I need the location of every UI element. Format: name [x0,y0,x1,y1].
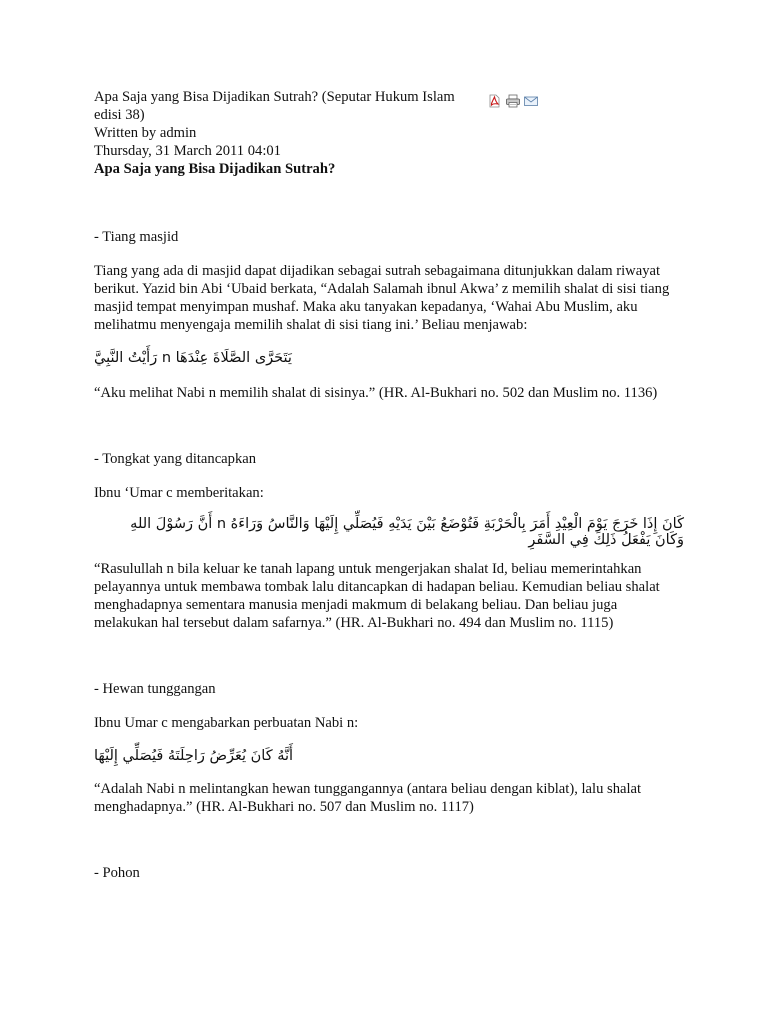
article-header [94,88,684,178]
arabic-quote-line-1: كَانَ إِذَا خَرَجَ يَوْمَ الْعِيْدِ أَمَرَ بِالْحَرْبَةِ فَتُوْضَعُ بَيْنَ يَدَيْهِ فَيُصَلِّي إِلَيْهَا وَالنَّاسُ وَرَاءَهُ n أَنَّ رَسُوْلَ اللهِ [130,516,684,532]
translation-quote: “Aku melihat Nabi n memilih shalat di sisinya.” (HR. Al-Bukhari no. 502 dan Muslim no. 1136) [94,385,658,401]
section-tiang-masjid [94,228,684,402]
article-title-line-2: edisi 38) [94,107,145,123]
arabic-quote: يَتَحَرَّى الصَّلَاةَ عِنْدَهَا n رَأَيْتُ النَّبِيَّ [94,350,292,366]
arabic-quote: أَنَّهُ كَانَ يُعَرِّضُ رَاحِلَتَهُ فَيُصَلِّي إِلَيْهَا [94,748,294,764]
section-intro: Ibnu ‘Umar c memberitakan: [94,485,264,501]
section-label: - Pohon [94,865,140,881]
article-title-line-1: Apa Saja yang Bisa Dijadikan Sutrah? (Seputar Hukum Islam [94,89,455,105]
pdf-icon[interactable] [487,94,501,108]
translation-quote: “Adalah Nabi n melintangkan hewan tunggangannya (antara beliau dengan kiblat), lalu shalat menghadapnya.” (HR. Al-Bukhari no. 507 dan Muslim no. 1117) [94,781,642,815]
document-page [94,88,684,882]
article-date: Thursday, 31 March 2011 04:01 [94,143,281,159]
translation-quote: “Rasulullah n bila keluar ke tanah lapang untuk mengerjakan shalat Id, beliau memerintahkan pelayannya untuk membawa tombak lalu ditancapkan di hadapan beliau. Kemudian beliau shalat menghadapnya sementara manusia menjadi makmum di belakang beliau. Dan beliau juga melakukan hal tersebut dalam safarnya.” (HR. Al-Bukhari no. 494 dan Muslim no. 1115) [94,561,660,631]
email-icon[interactable] [523,94,537,108]
section-hewan-tunggangan [94,680,684,816]
section-pohon [94,864,684,882]
section-intro: Tiang yang ada di masjid dapat dijadikan sebagai sutrah sebagaimana ditunjukkan dalam riwayat berikut. Yazid bin Abi ‘Ubaid berkata, “Adalah Salamah ibnul Akwa’ z memilih shalat di sisi tiang masjid tempat menyimpan mushaf. Maka aku tanyakan kepadanya, ‘Wahai Abu Muslim, aku melihatmu menyengaja memilih shalat di sisi tiang ini.’ Beliau menjawab: [94,263,670,333]
article-heading: Apa Saja yang Bisa Dijadikan Sutrah? [94,161,336,177]
article-actions [487,94,537,108]
print-icon[interactable] [505,94,519,108]
arabic-quote [94,516,684,548]
section-intro: Ibnu Umar c mengabarkan perbuatan Nabi n: [94,715,359,731]
arabic-quote-line-2: وَكَانَ يَفْعَلُ ذَلِكَ فِي السَّفَرِ [528,532,684,548]
section-label: - Tongkat yang ditancapkan [94,451,257,467]
section-tongkat [94,450,684,632]
section-label: - Hewan tunggangan [94,681,216,697]
article-title [94,88,484,124]
section-label: - Tiang masjid [94,229,179,245]
article-author: Written by admin [94,125,197,141]
